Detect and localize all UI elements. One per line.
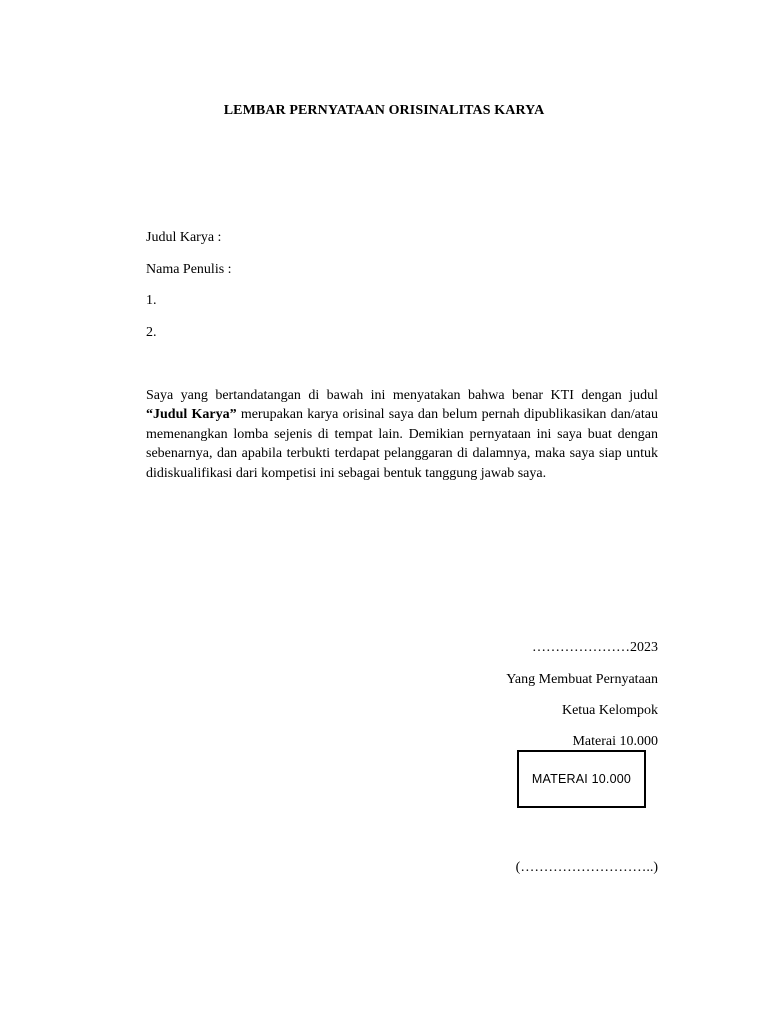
signer-heading: Yang Membuat Pernyataan — [506, 672, 658, 687]
nama-penulis-label: Nama Penulis : — [146, 262, 232, 277]
statement-highlight-title: “Judul Karya” — [146, 407, 237, 423]
author-item-1: 1. — [146, 293, 157, 308]
materai-label: Materai 10.000 — [572, 734, 658, 749]
materai-stamp-box — [517, 750, 646, 808]
statement-text-end: merupakan karya orisinal saya dan belum pernah dipublikasikan dan/atau memenangkan lomba sejenis di tempat lain. Demikian pernyataan ini saya buat dengan sebenarnya, dan apabila terbukti terdapat pelanggaran di dalamnya, maka saya siap untuk didiskualifikasi dari kompetisi ini sebagai bentuk tanggung jawab saya. — [146, 407, 658, 481]
date-line: …………………2023 — [532, 640, 658, 655]
document-title: LEMBAR PERNYATAAN ORISINALITAS KARYA — [223, 103, 545, 118]
author-item-2: 2. — [146, 325, 157, 340]
materai-stamp-text: MATERAI 10.000 — [531, 772, 632, 786]
signer-name-line: (………………………..) — [515, 860, 658, 875]
signer-role: Ketua Kelompok — [561, 703, 658, 718]
judul-karya-label: Judul Karya : — [146, 230, 222, 245]
statement-paragraph — [146, 386, 658, 483]
statement-text-start: Saya yang bertandatangan di bawah ini menyatakan bahwa benar KTI dengan judul — [146, 388, 658, 403]
